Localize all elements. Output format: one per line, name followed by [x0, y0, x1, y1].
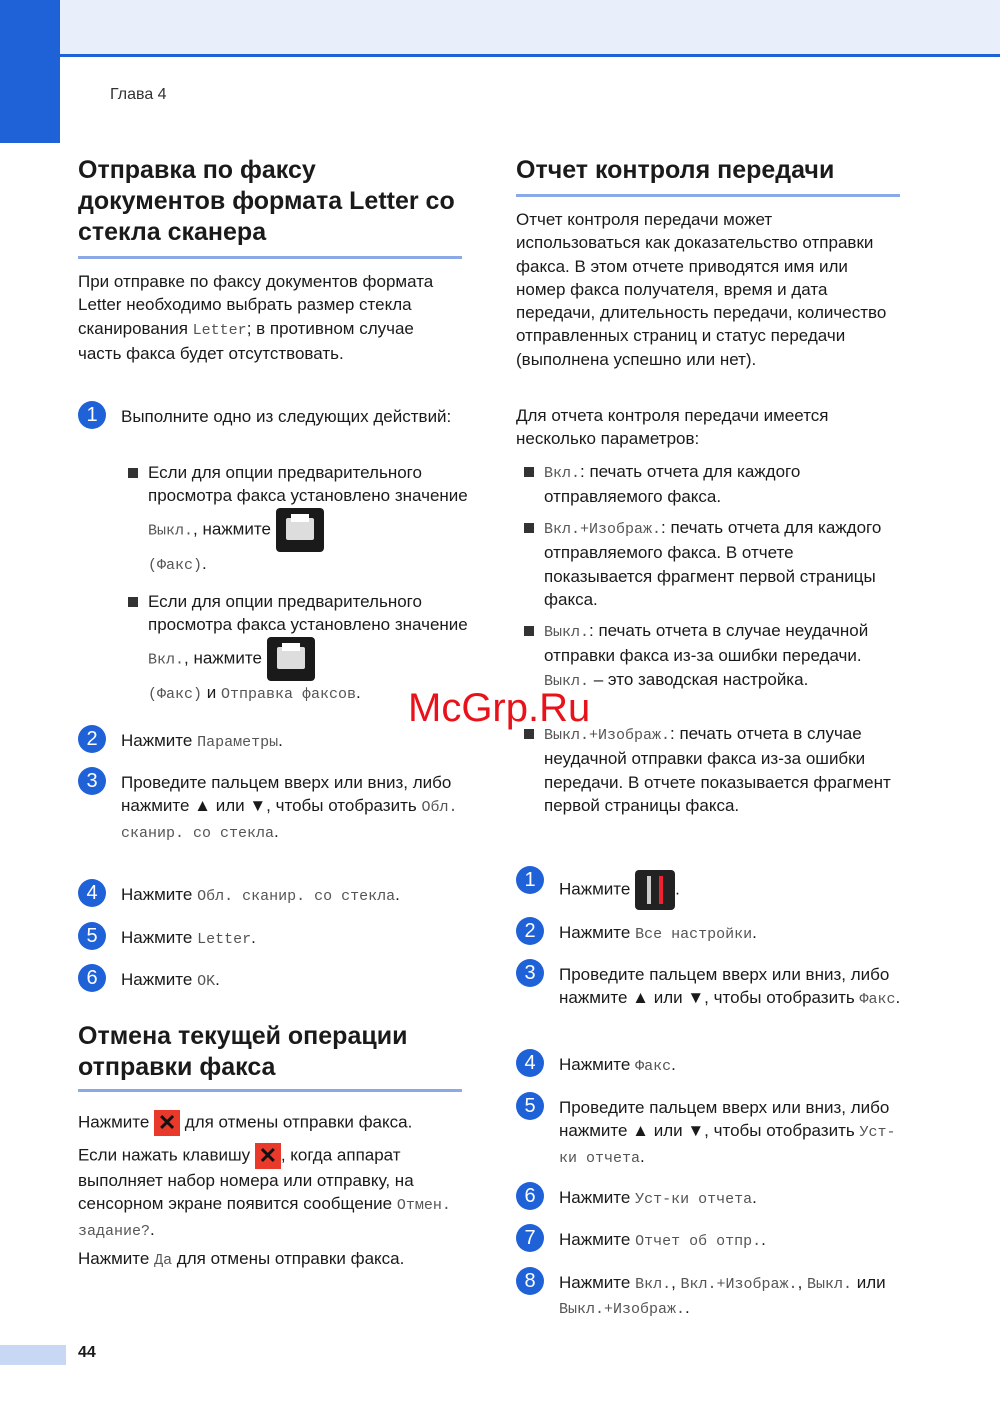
step-number: 4: [516, 1049, 544, 1077]
step-2: 2 Нажмите Параметры.: [78, 729, 471, 754]
step-number: 2: [78, 725, 106, 753]
bullet-icon: [128, 597, 138, 607]
step-4: 4 Нажмите Факс.: [516, 1053, 904, 1078]
watermark: McGrp.Ru: [408, 686, 591, 730]
step-6: 6 Нажмите OK.: [78, 968, 471, 993]
step-number: 3: [516, 959, 544, 987]
step-number: 3: [78, 767, 106, 795]
page-number: 44: [78, 1344, 96, 1361]
title-rule: [78, 256, 462, 259]
step-2: 2 Нажмите Все настройки.: [516, 921, 904, 946]
step-1: 1 Нажмите .: [516, 870, 904, 910]
step-1: 1 Выполните одно из следующих действий:: [78, 405, 471, 428]
step-5: 5 Нажмите Letter.: [78, 926, 471, 951]
list-item: Если для опции предварительного просмотра факса установлено значение Выкл., нажмите (Факс).: [120, 461, 493, 577]
section-title: Отчет контроля передачи: [516, 156, 835, 184]
header-rule: [60, 54, 1000, 57]
step-6: 6 Нажмите Уст-ки отчета.: [516, 1186, 904, 1211]
fax-icon[interactable]: [267, 637, 315, 681]
step-8: 8 Нажмите Вкл., Вкл.+Изображ., Выкл. или Выкл.+Изображ..: [516, 1271, 904, 1322]
section-title: Отмена текущей операции отправки факса: [78, 1022, 408, 1081]
step-number: 7: [516, 1224, 544, 1252]
step-number: 8: [516, 1267, 544, 1295]
list-item: Если для опции предварительного просмотра факса установлено значение Вкл., нажмите (Факс) и Отправка факсов.: [120, 590, 493, 706]
list-item: Вкл.: печать отчета для каждого отправляемого факса.: [516, 460, 904, 509]
header-band: [0, 0, 1000, 56]
step-number: 2: [516, 917, 544, 945]
step-number: 6: [78, 964, 106, 992]
step-number: 5: [516, 1092, 544, 1120]
list-item: Выкл.: печать отчета в случае неудачной отправки факса из-за ошибки передачи. Выкл. – это заводская настройка.: [516, 619, 904, 693]
list-item: Выкл.+Изображ.: печать отчета в случае неудачной отправки факса из-за ошибки передачи. В отчете показывается фрагмент первой страницы факса.: [516, 722, 904, 817]
bullet-icon: [128, 468, 138, 478]
step-number: 4: [78, 879, 106, 907]
step-3: 3 Проведите пальцем вверх или вниз, либо нажмите ▲ или ▼, чтобы отобразить Факс.: [516, 963, 904, 1012]
step-3: 3 Проведите пальцем вверх или вниз, либо нажмите ▲ или ▼, чтобы отобразить Обл. сканир. со стекла.: [78, 771, 466, 845]
title-rule: [78, 1089, 462, 1092]
section-title: Отправка по факсу документов формата Letter со стекла сканера: [78, 156, 455, 246]
cancel-x-icon[interactable]: ✕: [255, 1143, 281, 1169]
footer-band: [0, 1345, 66, 1365]
list-item: Вкл.+Изображ.: печать отчета для каждого отправляемого факса. В отчете показывается фрагмент первой страницы факса.: [516, 516, 904, 611]
bullet-icon: [524, 626, 534, 636]
cancel-paragraph: Если нажать клавишу ✕ , когда аппарат выполняет набор номера или отправку, на сенсорном экране появится сообщение Отмен. задание?.: [78, 1143, 451, 1240]
bullet-icon: [524, 523, 534, 533]
fax-icon[interactable]: [276, 508, 324, 552]
bullet-icon: [524, 467, 534, 477]
step-4: 4 Нажмите Обл. сканир. со стекла.: [78, 883, 511, 908]
report-paragraph: Для отчета контроля передачи имеется несколько параметров:: [516, 406, 829, 449]
section-letter-fax: [78, 155, 462, 259]
step-number: 6: [516, 1182, 544, 1210]
cancel-paragraph: Нажмите Да для отмены отправки факса.: [78, 1249, 405, 1269]
cancel-paragraph: Нажмите ✕ для отмены отправки факса.: [78, 1110, 413, 1135]
settings-tools-icon[interactable]: [635, 870, 675, 910]
step-5: 5 Проведите пальцем вверх или вниз, либо нажмите ▲ или ▼, чтобы отобразить Уст-ки отчета.: [516, 1096, 904, 1170]
step-number: 1: [516, 866, 544, 894]
intro-paragraph: При отправке по факсу документов формата Letter необходимо выбрать размер стекла сканирования Letter; в противном случае часть факса будет отсутствовать.: [78, 272, 434, 363]
step-number: 5: [78, 922, 106, 950]
section-report: [516, 155, 900, 197]
step-7: 7 Нажмите Отчет об отпр..: [516, 1228, 904, 1253]
cancel-x-icon[interactable]: ✕: [154, 1110, 180, 1136]
title-rule: [516, 194, 900, 197]
section-cancel-fax: [78, 1021, 462, 1092]
report-paragraph: Отчет контроля передачи может использоваться как доказательство отправки факса. В этом отчете приводятся имя или номер факса получателя, время и дата передачи, длительность передачи, количество отправленных страниц и статус передачи (выполнена успешно или нет).: [516, 210, 887, 369]
chapter-tab: [0, 0, 60, 143]
chapter-label: Глава 4: [110, 86, 167, 103]
step-number: 1: [78, 401, 106, 429]
